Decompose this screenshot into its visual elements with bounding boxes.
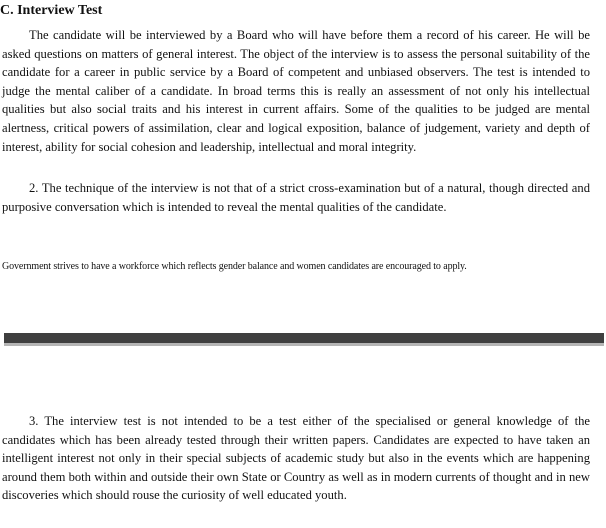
paragraph-3: 3. The interview test is not intended to be a test either of the specialised or general knowledge of the candidates which has been already tested through their written papers. Candidates are expected to have taken an intelligent interest not only in their special subjects of academic study but also in the events which are happening around them both within and outside their own State or Country as well as in modern currents of thought and in new discoveries which should rouse the curiosity of well educated youth. — [2, 414, 590, 503]
section-heading: C. Interview Test — [0, 3, 103, 18]
page-divider-shadow — [4, 343, 604, 346]
page-divider — [4, 333, 604, 343]
paragraph-1: The candidate will be interviewed by a Board who will have before them a record of his career. He will be asked questions on matters of general interest. The object of the interview is to assess the personal suitability of the candidate for a career in public service by a Board of competent and unbiased observers. The test is intended to judge the mental caliber of a candidate. In broad terms this is really an assessment of not only his intellectual qualities but also social traits and his interest in current affairs. Some of the qualities to be judged are mental alertness, critical powers of assimilation, clear and logical exposition, balance of judgement, variety and depth of interest, ability for social cohesion and leadership, intellectual and moral integrity. — [2, 28, 590, 154]
paragraph-2: 2. The technique of the interview is not that of a strict cross-examination but of a natural, though directed and purposive conversation which is intended to reveal the mental qualities of the candidate. — [2, 181, 590, 214]
gender-balance-notice: Government strives to have a workforce which reflects gender balance and women candidates are encouraged to apply. — [2, 261, 467, 272]
